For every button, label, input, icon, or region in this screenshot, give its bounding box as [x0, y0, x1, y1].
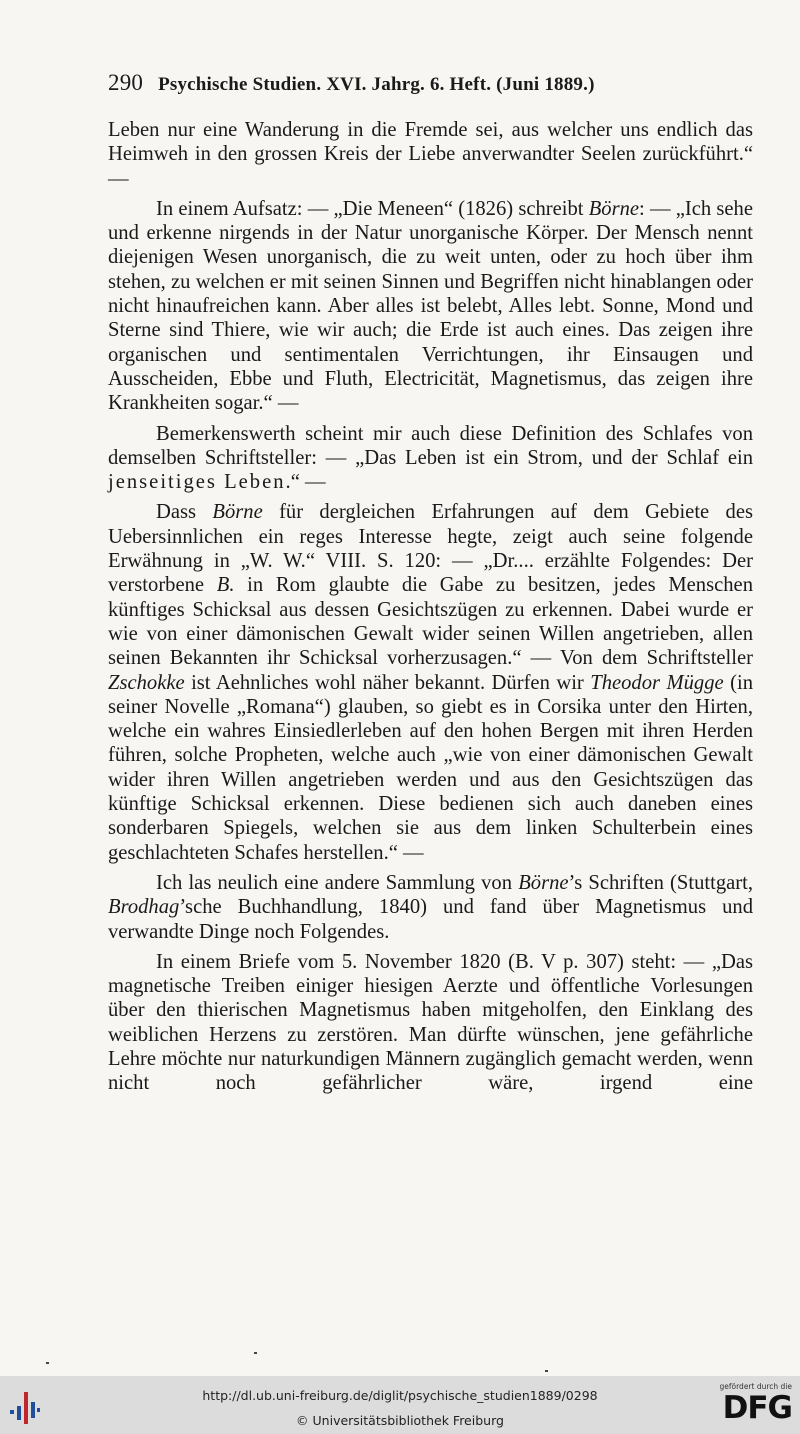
text-run: in Rom glaubte die Gabe zu besitzen, jedes Menschen künftiges Schicksal aus dessen Gesichtszügen zu erkennen. Dabei wurde er wie von einer dämonischen Gewalt wider seinen Willen angetrieben, allen seinen Bekannten ihr Schicksal vorherzusagen.“ — Von dem Schriftsteller [108, 574, 753, 670]
paragraph-4 [108, 500, 753, 864]
text-run: ist Aehnliches wohl näher bekannt. Dürfen wir [184, 671, 591, 694]
author-initial: B. [216, 574, 235, 597]
scan-speck [545, 1370, 548, 1372]
footer-bar [0, 1376, 800, 1434]
text-run: In einem Aufsatz: — „Die Meneen“ (1826) schreibt [156, 197, 589, 220]
scan-speck [254, 1352, 257, 1354]
paragraph-2 [108, 197, 753, 416]
author-name: Theodor Mügge [590, 671, 724, 694]
running-title: Psychische Studien. XVI. Jahrg. 6. Heft. (Juni 1889.) [158, 74, 595, 95]
author-name: Börne [588, 197, 640, 220]
text-run: Dass [156, 501, 213, 524]
author-name: Zschokke [108, 671, 185, 694]
author-name: Börne [518, 871, 569, 894]
text-run: : — „Ich sehe und erkenne nirgends in der Natur unorganische Körper. Der Mensch nennt diejenigen Wesen unorganisch, die zu weit unten, oder zu hoch über ihm stehen, zu welchen er mit seinen Sinnen und Begriffen nicht hinablangen oder nicht hinaufreichen kann. Aber alles ist belebt, Alles lebt. Sonne, Mond und Sterne sind Thiere, wie wir auch; die Erde ist auch eines. Das zeigen ihre organischen und sentimentalen Verrichtungen, ihr Einsaugen und Ausscheiden, Ebbe und Fluth, Electricität, Magnetismus, das zeigen ihre Krankheiten sogar.“ — [108, 197, 753, 415]
text-run: Ich las neulich eine andere Sammlung von [156, 871, 519, 894]
funder-caption: gefördert durch die [719, 1382, 792, 1391]
dfg-logo [706, 1382, 792, 1430]
page-number: 290 [108, 70, 144, 95]
dfg-logo-text: DFG [722, 1390, 792, 1426]
scan-speck [46, 1362, 49, 1364]
copyright-notice: © Universitätsbibliothek Freiburg [296, 1413, 504, 1428]
publisher-name: Brodhag [108, 896, 180, 919]
text-run: für dergleichen Erfahrungen auf dem Gebiete des Uebersinnlichen ein reges Interesse hegte, zeigt auch seine folgende Erwähnung in „W. W.“ VIII. S. 120: — „Dr.... erzählte Folgendes: Der verstorbene [108, 501, 753, 597]
running-header [108, 70, 756, 96]
text-run: Bemerkenswerth scheint mir auch diese Definition des Schlafes von demselben Schriftsteller: — „Das Leben ist ein Strom, und der Schlaf ein [108, 422, 753, 469]
text-run: ’sche Buchhandlung, 1840) und fand über Magnetismus und verwandte Dinge noch Folgendes. [108, 896, 753, 943]
paragraph-5 [108, 871, 753, 944]
author-name: Börne [212, 501, 263, 524]
paragraph-6: In einem Briefe vom 5. November 1820 (B. V p. 307) steht: — „Das magnetische Treiben einiger hiesigen Aerzte und öffentliche Vorlesungen über den thierischen Magnetismus haben mitgeholfen, den Einklang des weiblichen Herzens zu zerstören. Man dürfte wünschen, jene gefährliche Lehre möchte nur naturkundigen Männern zugänglich gemacht werden, wenn nicht noch gefährlicher wäre, irgend eine [108, 950, 753, 1095]
text-run: ’s Schriften (Stuttgart, [568, 871, 753, 894]
source-url-link[interactable]: http://dl.ub.uni-freiburg.de/diglit/psychische_studien1889/0298 [202, 1388, 598, 1403]
text-run: .“ — [285, 471, 326, 494]
spaced-emphasis: jenseitiges Leben [108, 471, 286, 494]
paragraph-3 [108, 422, 753, 495]
paragraph-1: Leben nur eine Wanderung in die Fremde sei, aus welcher uns endlich das Heimweh in den grossen Kreis der Liebe anverwandter Seelen zurückführt.“ — [108, 119, 753, 190]
text-run: (in seiner Novelle „Romana“) glauben, so giebt es in Corsika unter den Hirten, welche ein wahres Einsiedlerleben auf den hohen Bergen mit ihren Herden führen, solche Propheten, welche auch „wie von einer dämonischen Gewalt wider ihren Willen angetrieben werden und aus den Gesichtszügen das künftige Schicksal erkennen. Diese bedienen sich auch daneben eines sonderbaren Spiegels, welchen sie aus dem linken Schulterbein eines geschlachteten Schafes herstellen.“ — [108, 671, 753, 864]
body-text [108, 118, 753, 1096]
